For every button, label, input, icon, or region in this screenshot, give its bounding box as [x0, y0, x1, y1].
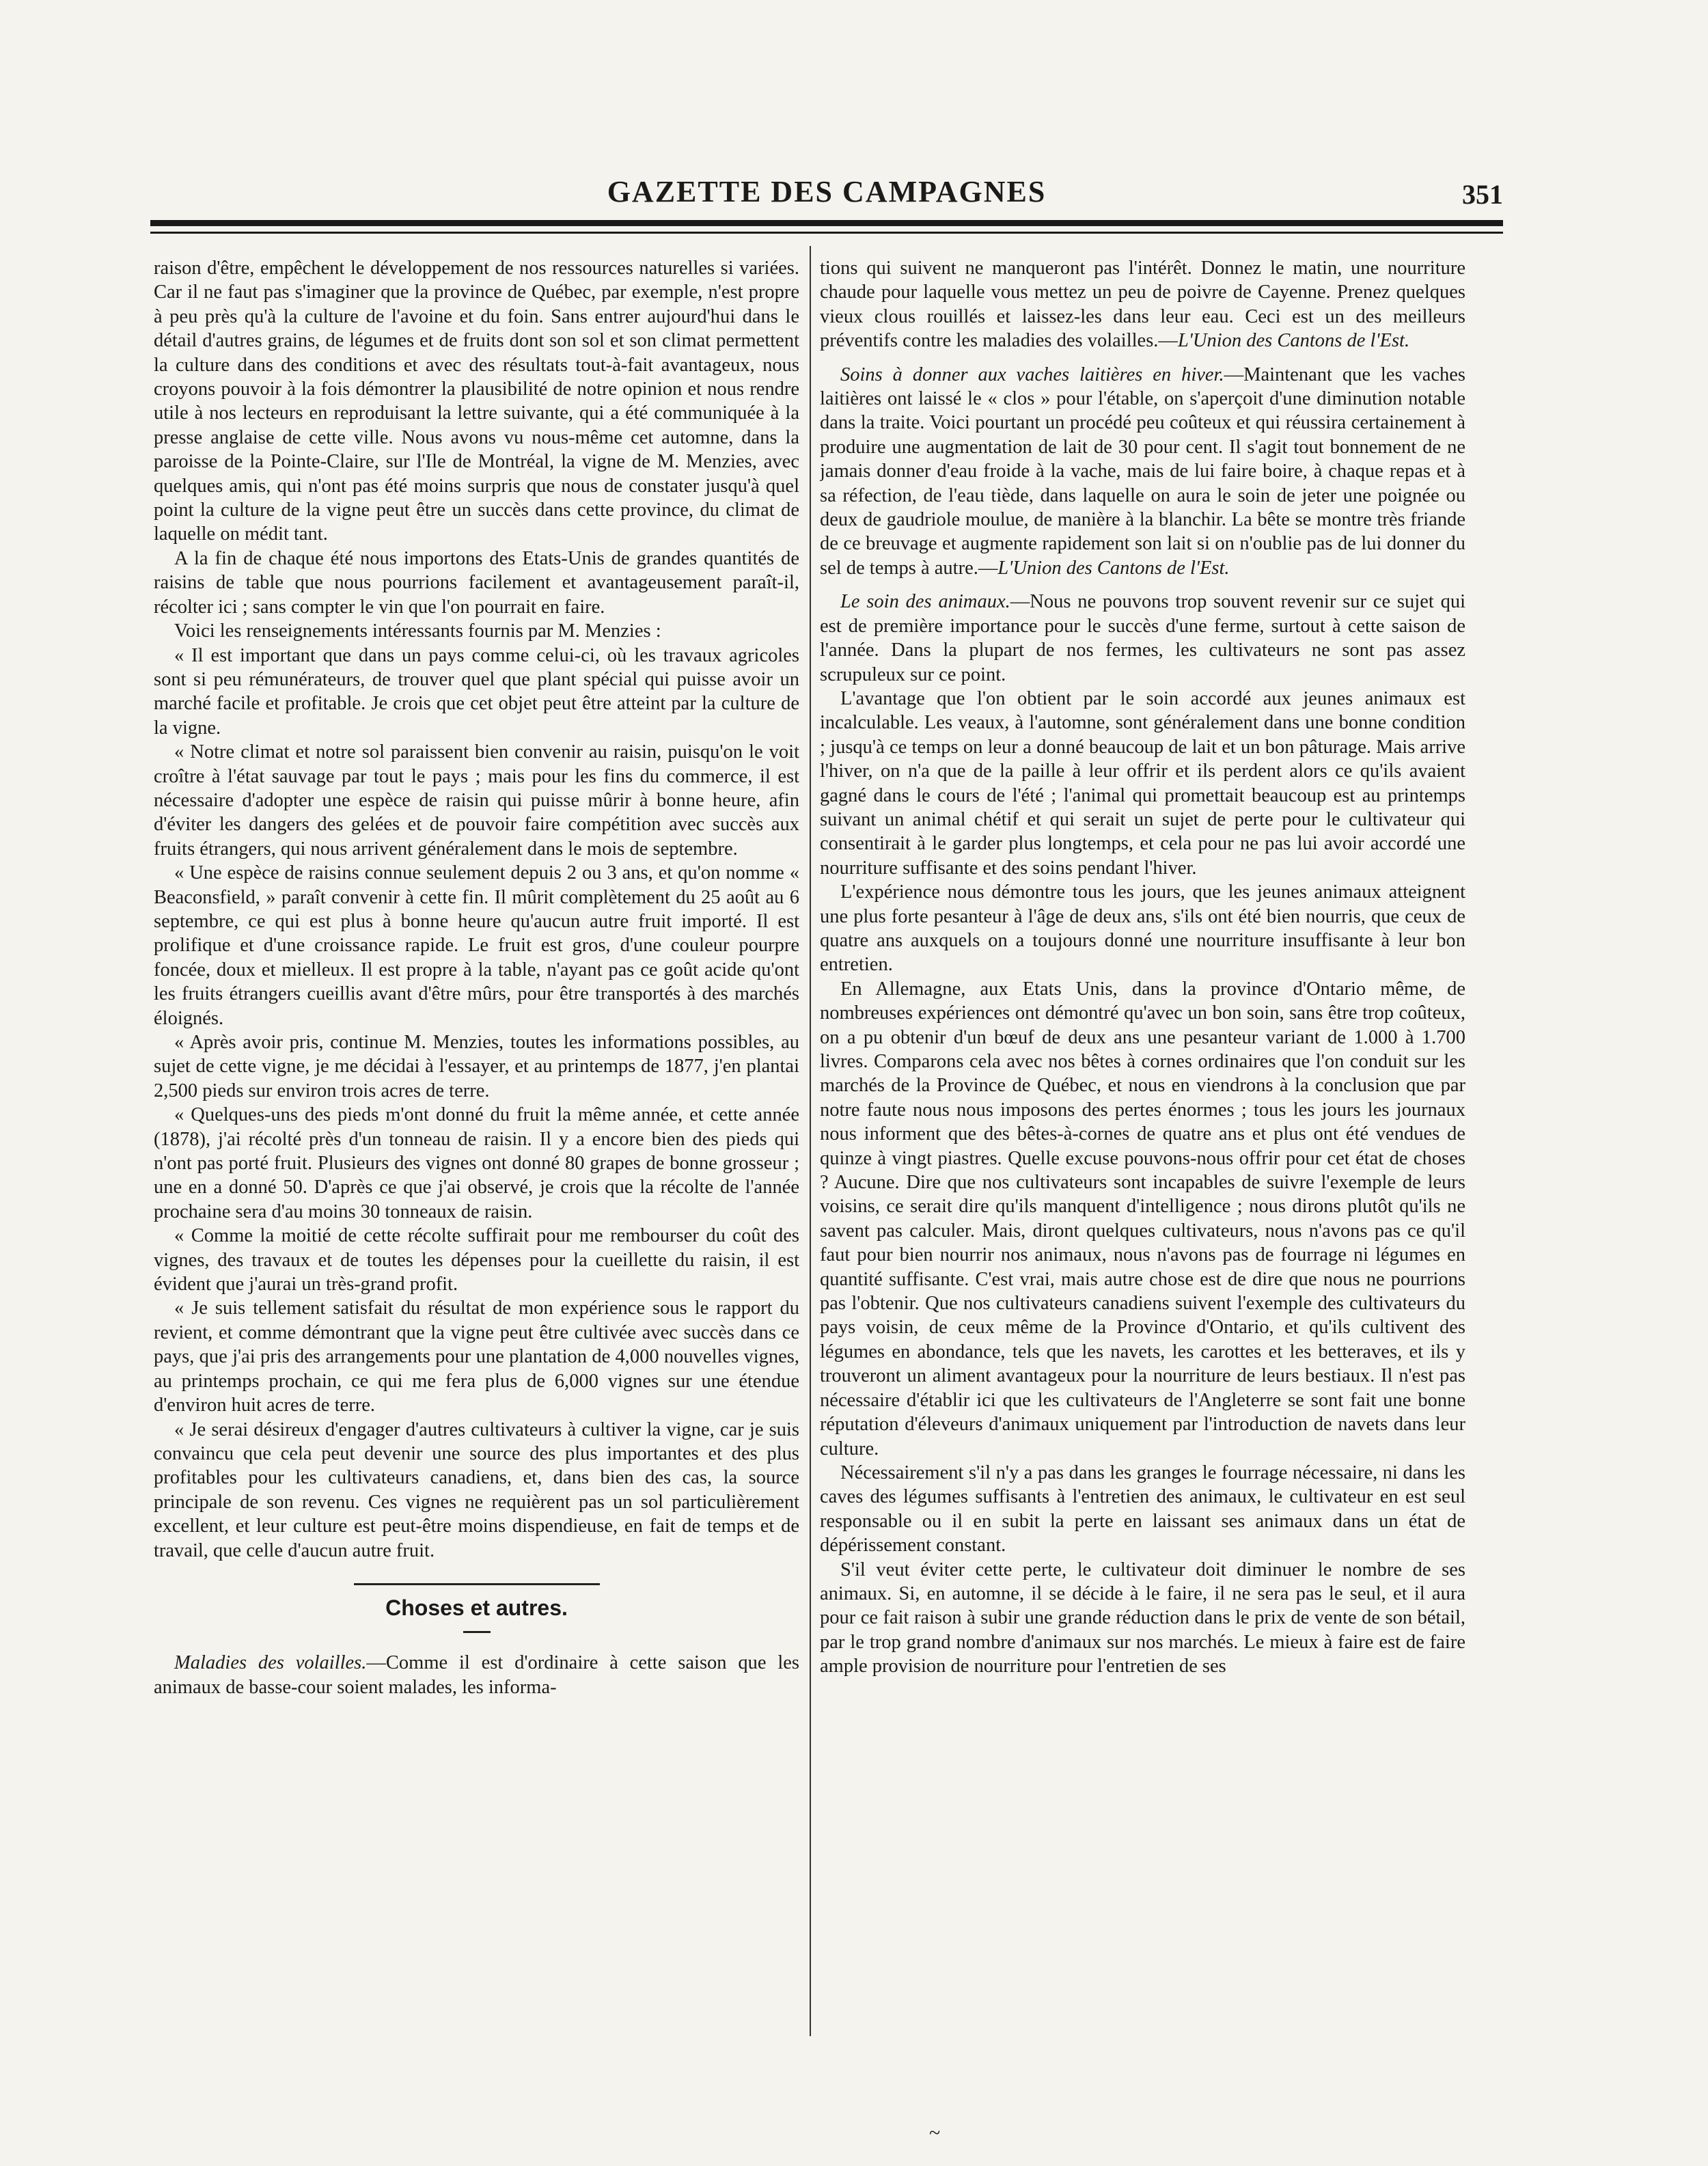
quote-paragraph: « Je suis tellement satisfait du résultat de mon expérience sous le rapport du revient, et comme démontrant que la vigne peut être cultivée avec succès dans ce pays, que j'ai pris des arrangements pour une plantation de 4,000 nouvelles vignes, au printemps prochain, ce qui me fera plus de 6,000 vignes sur une étendue d'environ huit acres de terre. [154, 1298, 799, 1416]
article-text: —Maintenant que les vaches laitières ont laissé le « clos » pour l'étable, on s'aperçoit d'une diminution notable dans la traite. Voici pourtant un procédé peu coûteux et qui réussira certainement à produire une augmentation de lait de 30 pour cent. Il s'agit tout bonnement de ne jamais donner d'eau froide à la vache, mais de lui faire boire, à chaque repas et à sa réfection, de l'eau tiède, dans laquelle on aura le soin de jeter une poignée ou deux de gaudriole moulue, de manière à la blanchir. La bête se montre très friande de ce breuvage et augmente rapidement son lait si on n'oublie pas de lui donner du sel de temps à autre.— [820, 364, 1465, 579]
paragraph: Voici les renseignements intéressants fournis par M. Menzies : [174, 620, 661, 642]
article-text: tions qui suivent ne manqueront pas l'intérêt. Donnez le matin, une nourriture chaude pour laquelle vous mettez un peu de poivre de Cayenne. Prenez quelques vieux clous rouillés et laissez-les dans leur eau. Ceci est un des meilleurs préventifs contre les maladies des volailles.— [820, 258, 1465, 352]
section-rule [354, 1583, 600, 1585]
article-text: —Nous ne pouvons trop souvent revenir sur ce sujet qui est de première importance pour le succès d'une ferme, surtout à cette saison de l'année. Dans la plupart de nos fermes, les cultivateurs ne sont pas assez scrupuleux sur ce point. [820, 591, 1465, 685]
section-heading: Choses et autres. [385, 1595, 568, 1620]
article-paragraph [820, 590, 1465, 687]
page-header [150, 174, 1503, 215]
article-lead: Le soin des animaux. [840, 591, 1010, 613]
quote-paragraph: « Il est important que dans un pays comme celui-ci, où les travaux agricoles sont si peu rémunérateurs, de trouver quel que plant spécial qui puisse avoir un marché facile et profitable. Je crois que cet objet peut être atteint par la culture de la vigne. [154, 644, 799, 739]
quote-paragraph: « Après avoir pris, continue M. Menzies, toutes les informations possibles, au sujet de cette vigne, je me décidai à l'essayer, et au printemps de 1877, j'en plantai 2,500 pieds sur environ trois acres de terre. [154, 1032, 799, 1101]
quote-paragraph: « Notre climat et notre sol paraissent bien convenir au raisin, puisqu'on le voit croître à l'état sauvage par tout le pays ; mais pour les fins du commerce, il est nécessaire d'adopter une espèce de raisin qui puisse mûrir à bonne heure, afin d'éviter les dangers des gelées et de pouvoir faire compétition avec succès aux fruits étrangers, qui nous arrivent généralement dans le mois de septembre. [154, 741, 799, 860]
left-column [154, 256, 799, 2026]
article-paragraph [820, 256, 1465, 353]
header-rule-thick [150, 220, 1503, 226]
paragraph: S'il veut éviter cette perte, le cultivateur doit diminuer le nombre de ses animaux. Si, en automne, il se décide à le faire, il ne sera pas le seul, et il aura pour ce fait raison à subir une grande réduction dans le prix de vente de son bétail, par le trop grand nombre d'animaux sur nos marchés. Le mieux à faire est de faire ample provision de nourriture pour l'entretien de ses [820, 1559, 1465, 1677]
article-text: —Comme il est d'ordinaire à cette saison que les animaux de basse-cour soient malades, les informa- [154, 1652, 799, 1698]
article-source: L'Union des Cantons de l'Est. [1177, 330, 1410, 352]
paragraph: En Allemagne, aux Etats Unis, dans la province d'Ontario même, de nombreuses expériences ont démontré qu'avec un bon soin, sans être trop coûteux, on a pu obtenir d'un bœuf de deux ans une pesanteur variant de 1.000 à 1.700 livres. Comparons cela avec nos bêtes à cornes ordinaires que l'on conduit sur les marchés de la Province de Québec, et nous en viendrons à la conclusion que par notre faute nous nous imposons des pertes énormes ; tous les jours les journaux nous informent que des bêtes-à-cornes de quatre ans et plus ont été vendues de quinze à vingt piastres. Quelle excuse pouvons-nous offrir pour cet état de choses ? Aucune. Dire que nos cultivateurs sont incapables de suivre l'exemple de leurs voisins, ce serait dire qu'ils manquent d'intelligence ; nous dirons plutôt qu'ils ne savent pas calculer. Mais, diront quelques cultivateurs, nous n'avons pas ce qu'il faut pour bien nourrir nos animaux, nous n'avons pas de fourrage ni légumes en quantité suffisante. C'est vrai, mais autre chose est de dire que nous ne pourrions pas l'obtenir. Que nos cultivateurs canadiens suivent l'exemple des cultivateurs du pays voisin, de ceux même de la Province d'Ontario, et qu'ils cultivent des légumes en abondance, tels que les navets, les carottes et les betteraves, et ils y trouveront un aliment avantageux pour la nourriture de leurs bestiaux. Il n'est pas nécessaire d'établir ici que les cultivateurs de l'Angleterre se sont fait une bonne réputation d'éleveurs d'animaux uniquement par l'introduction de navets dans leur culture. [820, 978, 1465, 1459]
quote-paragraph: « Comme la moitié de cette récolte suffirait pour me rembourser du coût des vignes, des travaux et de toutes les dépenses pour la cueillette du raisin, il est évident que j'aurai un très-grand profit. [154, 1225, 799, 1296]
publication-title: GAZETTE DES CAMPAGNES [607, 175, 1047, 208]
article-paragraph [820, 363, 1465, 581]
column-divider [810, 246, 811, 2036]
paragraph: A la fin de chaque été nous importons des Etats-Unis de grandes quantités de raisins de table que nous pourrions facilement et avantageusement paraît-il, récolter ici ; sans compter le vin que l'on pourrait en faire. [154, 547, 799, 618]
article-paragraph [154, 1651, 799, 1699]
page-number: 351 [1462, 179, 1503, 210]
quote-paragraph: « Une espèce de raisins connue seulement depuis 2 ou 3 ans, et qu'on nomme « Beaconsfield, » paraît convenir à cette fin. Il mûrit complètement du 25 août au 6 septembre, ce qui est plus à bonne heure qu'aucun autre fruit importé. Il est prolifique et d'une croissance rapide. Le fruit est gros, d'une couleur pourpre foncée, doux et mielleux. Il est propre à la table, n'ayant pas ce goût acide qu'ont les fruits étrangers cueillis avant d'être mûrs, pour être transportés à des marchés éloignés. [154, 862, 799, 1029]
quote-paragraph: « Je serai désireux d'engager d'autres cultivateurs à cultiver la vigne, car je suis convaincu que cela peut devenir une source des plus importantes et des plus profitables pour les cultivateurs canadiens, et, dans bien des cas, la source principale de son revenu. Ces vignes ne requièrent pas un sol particulièrement excellent, et leur culture est peut-être moins dispendieuse, en fait de temps et de travail, que celle d'aucun autre fruit. [154, 1418, 799, 1561]
paragraph: raison d'être, empêchent le développement de nos ressources naturelles si variées. Car il ne faut pas s'imaginer que la province de Québec, par exemple, n'est propre à peu près qu'à la culture de l'avoine et du foin. Sans entrer aujourd'hui dans le détail d'autres grains, de légumes et de fruits dont son sol et son climat permettent la culture dans des conditions et avec des résultats tout-à-fait avantageux, nous croyons pouvoir à la fois démontrer la plausibilité de notre opinion et nous rendre utile à nos lecteurs en reproduisant la lettre suivante, qui a été communiquée à la presse anglaise de cette ville. Nous avons vu nous-même cet automne, dans la paroisse de la Pointe-Claire, sur l'Ile de Montréal, la vigne de M. Menzies, avec quelques amis, qui n'ont pas été moins surpris que nous de constater jusqu'à quel point la culture de la vigne peut être un succès dans cette province, du climat de laquelle on médit tant. [154, 258, 799, 545]
header-rule-thin [150, 232, 1503, 234]
paragraph: L'avantage que l'on obtient par le soin accordé aux jeunes animaux est incalculable. Les veaux, à l'automne, sont généralement dans une bonne condition ; jusqu'à ce temps on leur a donné beaucoup de lait et un bon pâturage. Mais arrive l'hiver, on n'a que de la paille à leur offrir et ils perdent alors ce qu'ils avaient gagné dans le cours de l'été ; l'animal qui promettait beaucoup est au printemps suivant un animal chétif et qui serait un sujet de perte pour le cultivateur qui consentirait à le garder plus longtemps, et cela pour ne pas lui avoir accordé une nourriture suffisante et des soins pendant l'hiver. [820, 687, 1465, 879]
paragraph: Nécessairement s'il n'y a pas dans les granges le fourrage nécessaire, ni dans les caves des légumes suffisants à l'entretien des animaux, le cultivateur en est seul responsable ou il en subit la perte en laissant ses animaux dans un état de dépérissement constant. [820, 1462, 1465, 1557]
article-lead: Soins à donner aux vaches laitières en hiver. [840, 364, 1224, 385]
printer-mark: ~ [929, 2122, 941, 2144]
article-lead: Maladies des volailles. [174, 1652, 367, 1674]
section-rule-small [463, 1631, 491, 1633]
article-source: L'Union des Cantons de l'Est. [997, 557, 1230, 579]
right-column [820, 256, 1465, 2026]
paragraph: L'expérience nous démontre tous les jours, que les jeunes animaux atteignent une plus forte pesanteur à l'âge de deux ans, s'ils ont été bien nourris, que ceux de quatre ans auxquels on a toujours donné une nourriture insuffisante à leur bon entretien. [820, 881, 1465, 976]
quote-paragraph: « Quelques-uns des pieds m'ont donné du fruit la même année, et cette année (1878), j'ai récolté près d'un tonneau de raisin. Il y a encore bien des pieds qui n'ont pas porté fruit. Plusieurs des vignes ont donné 80 grapes de bonne grosseur ; une en a donné 50. D'après ce que j'ai observé, je crois que la récolte de l'année prochaine sera d'au moins 30 tonneaux de raisin. [154, 1104, 799, 1222]
